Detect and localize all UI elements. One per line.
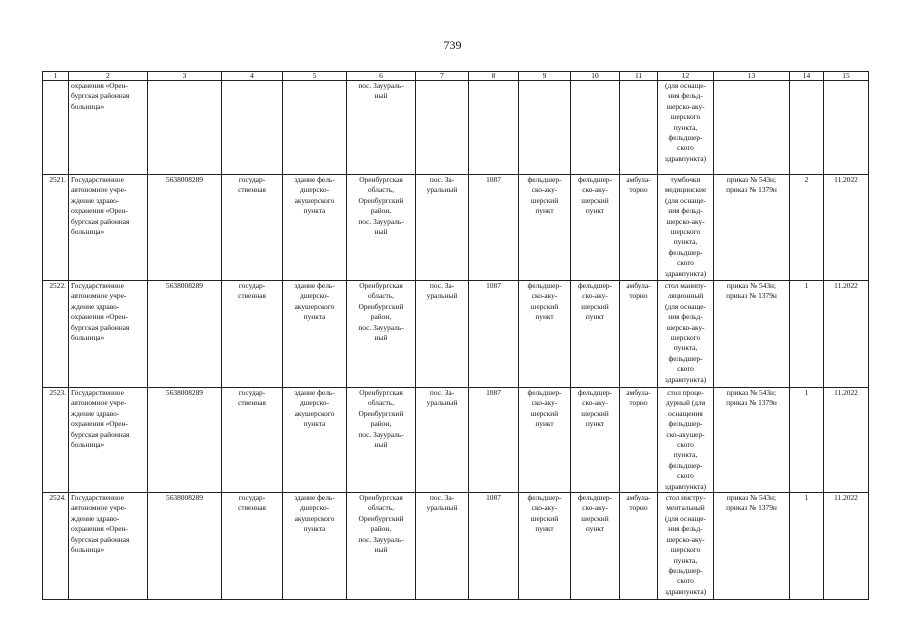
column-number: 1 — [43, 72, 69, 81]
cell-care-mode: амбула- торно — [620, 281, 658, 388]
cell-inn: 5638008289 — [148, 493, 222, 600]
cell-facility-type: фельдшер- ско-аку- шерский пункт — [519, 281, 571, 388]
table-row — [43, 388, 869, 493]
cell-inn: 5638008289 — [148, 281, 222, 388]
cell-organization: охранения «Орен- бургская районная больница» — [69, 81, 148, 175]
cell-equipment: тумбочки медицинские (для оснаще- ния фельд- шерско-аку- шерского пункта, фельдшер- ского здравпункта) — [658, 175, 714, 281]
cell-date: 11.2022 — [824, 281, 869, 388]
cell-row-number: 2522. — [43, 281, 69, 388]
table-row — [43, 493, 869, 600]
column-number: 9 — [519, 72, 571, 81]
column-number: 10 — [571, 72, 620, 81]
cell-order: приказ № 543н; приказ № 1379н — [714, 175, 790, 281]
cell-inn — [148, 81, 222, 175]
cell-building — [283, 81, 347, 175]
cell-care-mode — [620, 81, 658, 175]
cell-date — [824, 81, 869, 175]
cell-quantity: 2 — [790, 175, 824, 281]
cell-code: 1087 — [469, 493, 519, 600]
cell-date: 11.2022 — [824, 493, 869, 600]
cell-date: 11.2022 — [824, 175, 869, 281]
cell-ownership — [222, 81, 283, 175]
cell-facility-subtype: фельдшер- ско-аку- шерский пункт — [571, 388, 620, 493]
cell-equipment: стол инстру- ментальный (для оснаще- ния фельд- шерско-аку- шерского пункта, фельдшер- ского здравпункта) — [658, 493, 714, 600]
cell-address: Оренбургская область, Оренбургский район, пос. Зауураль- ный — [347, 281, 416, 388]
column-number: 6 — [347, 72, 416, 81]
column-number: 8 — [469, 72, 519, 81]
page-number: 739 — [443, 38, 462, 52]
cell-building: здание фель- дшерско- акушерского пункта — [283, 281, 347, 388]
column-number: 14 — [790, 72, 824, 81]
cell-settlement: пос. За- уральный — [416, 175, 469, 281]
cell-equipment: (для оснаще- ния фельд- шерско-аку- шерского пункта, фельдшер- ского здравпункта) — [658, 81, 714, 175]
cell-settlement — [416, 81, 469, 175]
column-number: 4 — [222, 72, 283, 81]
column-number: 3 — [148, 72, 222, 81]
cell-inn: 5638008289 — [148, 388, 222, 493]
cell-quantity: 1 — [790, 388, 824, 493]
column-number: 5 — [283, 72, 347, 81]
column-number: 12 — [658, 72, 714, 81]
cell-code: 1087 — [469, 175, 519, 281]
table-row — [43, 281, 869, 388]
cell-ownership: государ- ственная — [222, 388, 283, 493]
cell-ownership: государ- ственная — [222, 281, 283, 388]
cell-row-number: 2523. — [43, 388, 69, 493]
cell-ownership: государ- ственная — [222, 493, 283, 600]
cell-building: здание фель- дшерско- акушерского пункта — [283, 175, 347, 281]
cell-facility-subtype: фельдшер- ско-аку- шерский пункт — [571, 175, 620, 281]
cell-organization: Государственное автономное учре- ждение здраво- охранения «Орен- бургская районная больница» — [69, 388, 148, 493]
cell-care-mode: амбула- торно — [620, 388, 658, 493]
cell-organization: Государственное автономное учре- ждение здраво- охранения «Орен- бургская районная больница» — [69, 281, 148, 388]
cell-row-number: 2524. — [43, 493, 69, 600]
cell-facility-subtype: фельдшер- ско-аку- шерский пункт — [571, 281, 620, 388]
cell-organization: Государственное автономное учре- ждение здраво- охранения «Орен- бургская районная больница» — [69, 493, 148, 600]
cell-facility-type: фельдшер- ско-аку- шерский пункт — [519, 175, 571, 281]
column-number: 2 — [69, 72, 148, 81]
cell-equipment: стол проце- дурный (для оснащения фельдшер- ско-акушер- ского пункта, фельдшер- ского здравпункта) — [658, 388, 714, 493]
continuation-row — [43, 81, 869, 175]
cell-care-mode: амбула- торно — [620, 493, 658, 600]
cell-address: Оренбургская область, Оренбургский район, пос. Зауураль- ный — [347, 388, 416, 493]
cell-row-number: 2521. — [43, 175, 69, 281]
column-number: 7 — [416, 72, 469, 81]
cell-settlement: пос. За- уральный — [416, 493, 469, 600]
cell-quantity — [790, 81, 824, 175]
cell-order: приказ № 543н; приказ № 1379н — [714, 281, 790, 388]
cell-facility-type: фельдшер- ско-аку- шерский пункт — [519, 388, 571, 493]
cell-facility-subtype: фельдшер- ско-аку- шерский пункт — [571, 493, 620, 600]
cell-order: приказ № 543н; приказ № 1379н — [714, 388, 790, 493]
cell-order — [714, 81, 790, 175]
cell-care-mode: амбула- торно — [620, 175, 658, 281]
cell-order: приказ № 543н; приказ № 1379н — [714, 493, 790, 600]
cell-inn: 5638008289 — [148, 175, 222, 281]
cell-date: 11.2022 — [824, 388, 869, 493]
cell-row-number — [43, 81, 69, 175]
cell-address: Оренбургская область, Оренбургский район, пос. Зауураль- ный — [347, 493, 416, 600]
cell-code: 1087 — [469, 388, 519, 493]
registry-table — [42, 71, 869, 600]
cell-quantity: 1 — [790, 493, 824, 600]
column-number-row — [43, 72, 869, 81]
cell-address: Оренбургская область, Оренбургский район, пос. Зауураль- ный — [347, 175, 416, 281]
cell-address: пос. Зауураль- ный — [347, 81, 416, 175]
cell-settlement: пос. За- уральный — [416, 388, 469, 493]
cell-settlement: пос. За- уральный — [416, 281, 469, 388]
cell-quantity: 1 — [790, 281, 824, 388]
cell-building: здание фель- дшерско- акушерского пункта — [283, 388, 347, 493]
column-number: 13 — [714, 72, 790, 81]
cell-facility-type: фельдшер- ско-аку- шерский пункт — [519, 493, 571, 600]
cell-code — [469, 81, 519, 175]
cell-facility-subtype — [571, 81, 620, 175]
cell-equipment: стол манипу- ляционный (для оснаще- ния фельд- шерско-аку- шерского пункта, фельдшер- ского здравпункта) — [658, 281, 714, 388]
table-row — [43, 175, 869, 281]
column-number: 11 — [620, 72, 658, 81]
cell-facility-type — [519, 81, 571, 175]
cell-code: 1087 — [469, 281, 519, 388]
column-number: 15 — [824, 72, 869, 81]
cell-organization: Государственное автономное учре- ждение здраво- охранения «Орен- бургская районная больница» — [69, 175, 148, 281]
cell-building: здание фель- дшерско- акушерского пункта — [283, 493, 347, 600]
cell-ownership: государ- ственная — [222, 175, 283, 281]
